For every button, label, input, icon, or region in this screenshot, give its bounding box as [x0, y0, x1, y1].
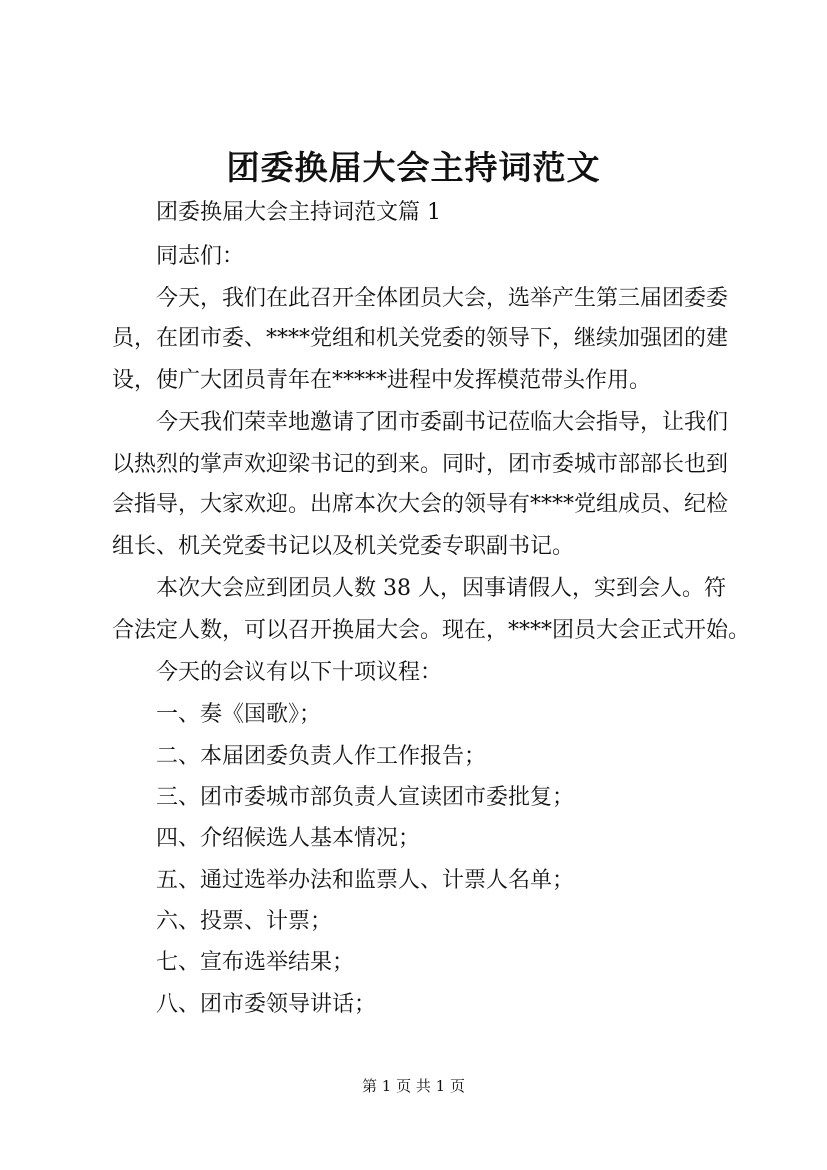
section-heading: 团委换届大会主持词范文篇 1 — [156, 200, 441, 225]
paragraph-line: 今天，我们在此召开全体团员大会，选举产生第三届团委委 — [156, 286, 729, 311]
agenda-item: 五、通过选举办法和监票人、计票人名单； — [156, 868, 575, 893]
paragraph-line: 今天我们荣幸地邀请了团市委副书记莅临大会指导，让我们 — [156, 410, 729, 435]
agenda-item: 一、奏《国歌》； — [156, 702, 322, 727]
paragraph-line: 设，使广大团员青年在*****进程中发挥模范带头作用。 — [112, 368, 652, 393]
agenda-item: 八、团市委领导讲话； — [156, 992, 377, 1017]
document-title: 团委换届大会主持词范文 — [226, 148, 601, 187]
agenda-item: 七、宣布选举结果； — [156, 950, 355, 975]
agenda-item: 二、本届团委负责人作工作报告； — [156, 744, 487, 769]
paragraph-line: 以热烈的掌声欢迎梁书记的到来。同时，团市委城市部部长也到 — [112, 452, 729, 477]
agenda-item: 四、介绍候选人基本情况； — [156, 826, 421, 851]
agenda-item: 三、团市委城市部负责人宣读团市委批复； — [156, 785, 575, 810]
paragraph-line: 会指导，大家欢迎。出席本次大会的领导有****党组成员、纪检 — [112, 492, 729, 517]
page-footer: 第 1 页 共 1 页 — [362, 1077, 465, 1095]
greeting: 同志们： — [156, 244, 245, 269]
paragraph-line: 员，在团市委、****党组和机关党委的领导下，继续加强团的建 — [112, 326, 729, 351]
agenda-item: 六、投票、计票； — [156, 909, 333, 934]
agenda-intro: 今天的会议有以下十项议程： — [156, 660, 443, 685]
paragraph-line: 本次大会应到团员人数 38 人，因事请假人，实到会人。符 — [156, 576, 726, 601]
paragraph-line: 合法定人数，可以召开换届大会。现在，****团员大会正式开始。 — [112, 618, 751, 643]
paragraph-line: 组长、机关党委书记以及机关党委专职副书记。 — [112, 534, 575, 559]
